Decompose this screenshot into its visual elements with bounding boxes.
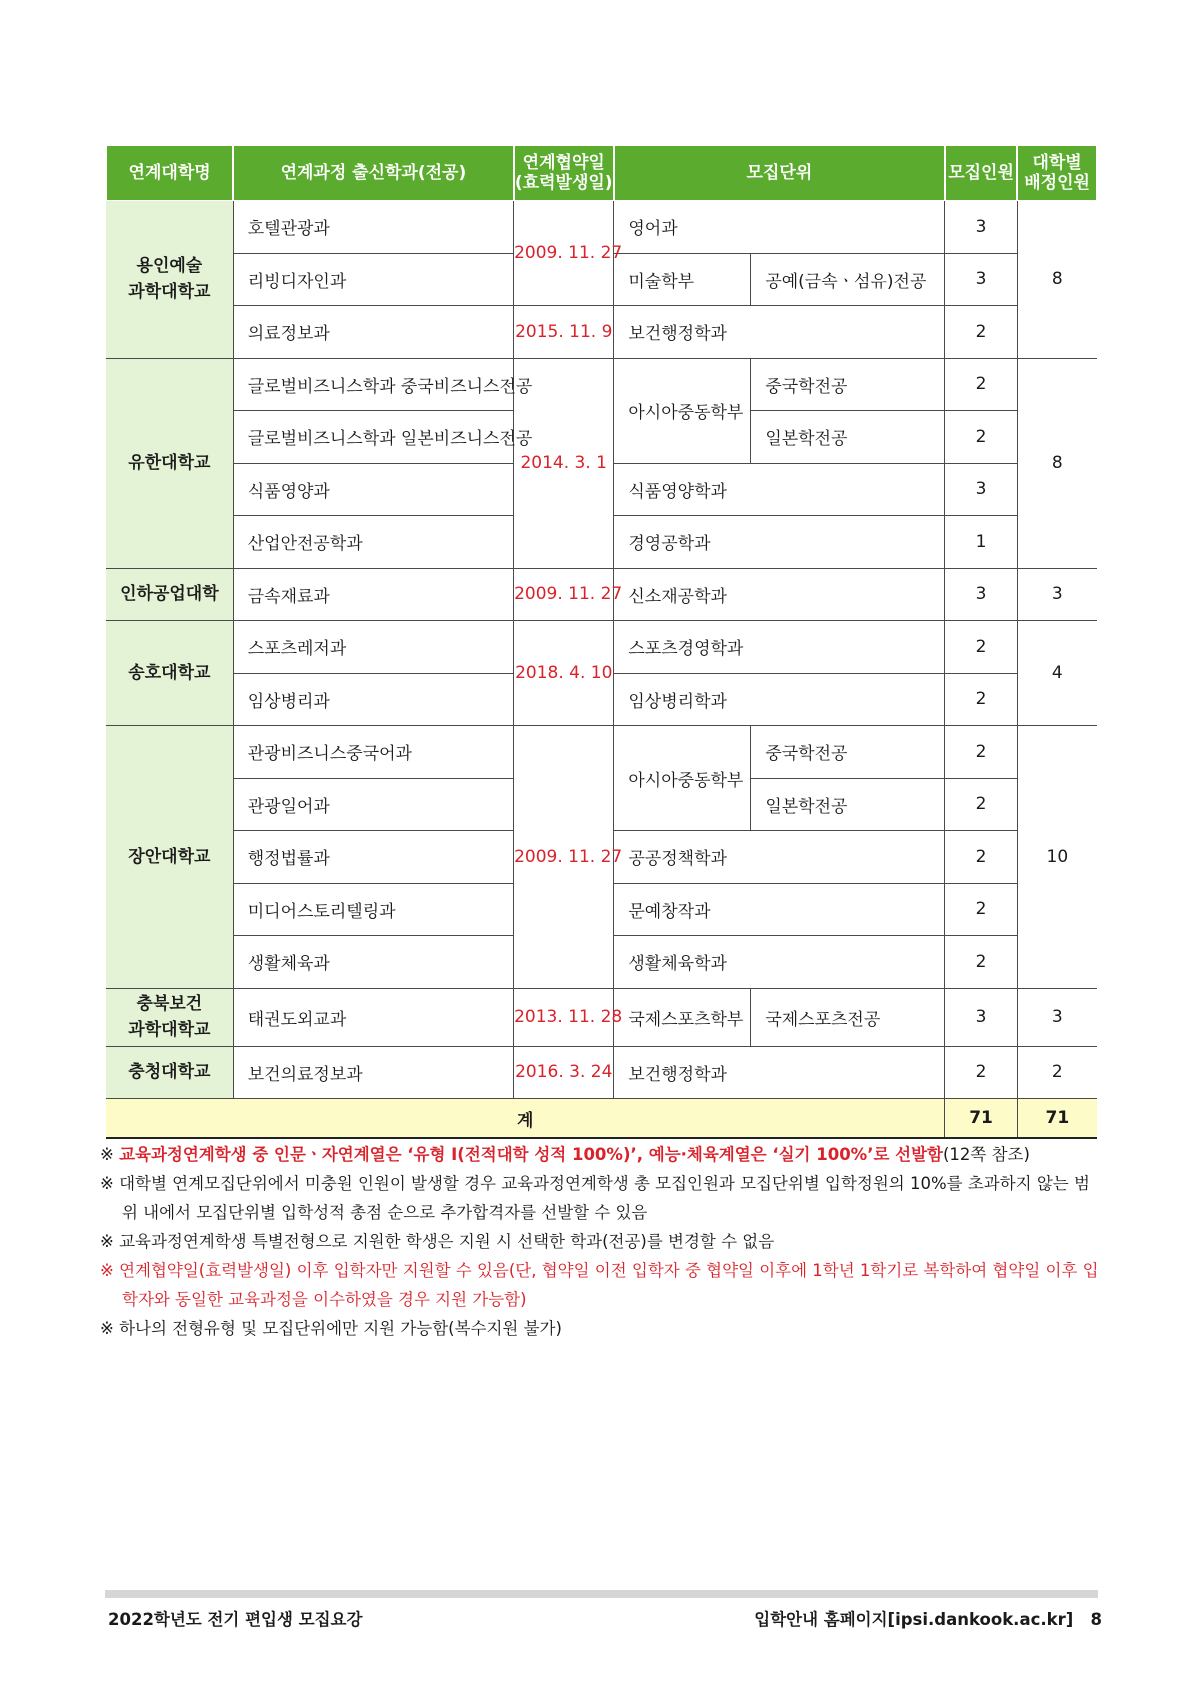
dept-cell: 관광일어과 <box>233 778 513 831</box>
total-quota: 71 <box>945 1099 1017 1139</box>
table-row <box>106 568 1097 621</box>
unit-cell: 국제스포츠학부 <box>614 988 751 1046</box>
major-cell: 중국학전공 <box>751 726 945 779</box>
table-header-row <box>106 146 1097 201</box>
date-cell: 2018. 4. 10 <box>514 621 614 726</box>
dept-cell: 스포츠레저과 <box>233 621 513 674</box>
table-row <box>106 201 1097 254</box>
admission-table <box>105 145 1098 1139</box>
note-3: ※ 교육과정연계학생 특별전형으로 지원한 학생은 지원 시 선택한 학과(전공)를 변경할 수 없음 <box>100 1232 775 1251</box>
quota-cell: 3 <box>945 253 1017 306</box>
header-alloc: 대학별 배정인원 <box>1017 146 1097 201</box>
footer-homepage: 입학안내 홈페이지[ipsi.dankook.ac.kr] <box>754 1610 1074 1629</box>
quota-cell: 2 <box>945 621 1017 674</box>
dept-cell: 식품영양과 <box>233 463 513 516</box>
unit-cell: 아시아중동학부 <box>614 358 751 463</box>
alloc-cell: 8 <box>1017 201 1097 359</box>
alloc-cell: 3 <box>1017 568 1097 621</box>
notes-section <box>100 1140 1100 1343</box>
note-mark: ※ <box>100 1145 114 1164</box>
note-2: ※ 대학별 연계모집단위에서 미충원 인원이 발생할 경우 교육과정연계학생 총 모집인원과 모집단위별 입학정원의 10%를 초과하지 않는 범위 내에서 모집단위별 입학성적 총점 순으로 추가합격자를 선발할 수 있음 <box>100 1174 1090 1222</box>
date-cell: 2014. 3. 1 <box>514 358 614 568</box>
page-number: 8 <box>1090 1610 1102 1629</box>
university-cell: 송호대학교 <box>106 621 233 726</box>
header-quota: 모집인원 <box>945 146 1017 201</box>
unit-cell: 식품영양학과 <box>614 463 945 516</box>
note-4: ※ 연계협약일(효력발생일) 이후 입학자만 지원할 수 있음(단, 협약일 이전 입학자 중 협약일 이후에 1학년 1학기로 복학하여 협약일 이후 입학자와 동일한 교육과정을 이수하였을 경우 지원 가능함) <box>100 1261 1099 1309</box>
table-row <box>106 1046 1097 1099</box>
unit-cell: 생활체육학과 <box>614 936 945 989</box>
date-cell: 2013. 11. 28 <box>514 988 614 1046</box>
table-row <box>106 988 1097 1046</box>
total-row <box>106 1099 1097 1139</box>
dept-cell: 산업안전공학과 <box>233 516 513 569</box>
date-cell: 2009. 11. 27 <box>514 726 614 989</box>
major-cell: 공예(금속ㆍ섬유)전공 <box>751 253 945 306</box>
quota-cell: 2 <box>945 411 1017 464</box>
unit-cell: 스포츠경영학과 <box>614 621 945 674</box>
date-cell: 2009. 11. 27 <box>514 568 614 621</box>
university-cell: 인하공업대학 <box>106 568 233 621</box>
university-cell: 충북보건 과학대학교 <box>106 988 233 1046</box>
dept-cell: 태권도외교과 <box>233 988 513 1046</box>
unit-cell: 임상병리학과 <box>614 673 945 726</box>
dept-cell: 글로벌비즈니스학과 중국비즈니스전공 <box>233 358 513 411</box>
unit-cell: 공공정책학과 <box>614 831 945 884</box>
dept-cell: 금속재료과 <box>233 568 513 621</box>
note-mark: ※ <box>100 1319 114 1338</box>
footer-title: 2022학년도 전기 편입생 모집요강 <box>108 1610 363 1629</box>
major-cell: 국제스포츠전공 <box>751 988 945 1046</box>
university-cell: 장안대학교 <box>106 726 233 989</box>
dept-cell: 보건의료정보과 <box>233 1046 513 1099</box>
major-cell: 일본학전공 <box>751 411 945 464</box>
dept-cell: 미디어스토리텔링과 <box>233 883 513 936</box>
university-cell: 용인예술 과학대학교 <box>106 201 233 359</box>
quota-cell: 2 <box>945 831 1017 884</box>
quota-cell: 2 <box>945 673 1017 726</box>
total-alloc: 71 <box>1017 1099 1097 1139</box>
quota-cell: 2 <box>945 778 1017 831</box>
quota-cell: 2 <box>945 726 1017 779</box>
date-cell: 2009. 11. 27 <box>514 201 614 306</box>
header-date: 연계협약일 (효력발생일) <box>514 146 614 201</box>
quota-cell: 3 <box>945 463 1017 516</box>
alloc-cell: 4 <box>1017 621 1097 726</box>
dept-cell: 호텔관광과 <box>233 201 513 254</box>
note-mark: ※ <box>100 1232 114 1251</box>
university-cell: 유한대학교 <box>106 358 233 568</box>
table-row <box>106 358 1097 411</box>
footer-divider <box>105 1590 1098 1598</box>
note-mark: ※ <box>100 1261 114 1280</box>
dept-cell: 관광비즈니스중국어과 <box>233 726 513 779</box>
dept-cell: 의료정보과 <box>233 306 513 359</box>
major-cell: 일본학전공 <box>751 778 945 831</box>
note-5: ※ 하나의 전형유형 및 모집단위에만 지원 가능함(복수지원 불가) <box>100 1319 562 1338</box>
unit-cell: 경영공학과 <box>614 516 945 569</box>
dept-cell: 글로벌비즈니스학과 일본비즈니스전공 <box>233 411 513 464</box>
quota-cell: 2 <box>945 883 1017 936</box>
quota-cell: 3 <box>945 201 1017 254</box>
dept-cell: 임상병리과 <box>233 673 513 726</box>
table-row <box>106 621 1097 674</box>
date-cell: 2015. 11. 9 <box>514 306 614 359</box>
quota-cell: 3 <box>945 988 1017 1046</box>
unit-cell: 미술학부 <box>614 253 751 306</box>
header-university: 연계대학명 <box>106 146 233 201</box>
unit-cell: 보건행정학과 <box>614 1046 945 1099</box>
table-row <box>106 306 1097 359</box>
university-cell: 충청대학교 <box>106 1046 233 1099</box>
unit-cell: 아시아중동학부 <box>614 726 751 831</box>
alloc-cell: 8 <box>1017 358 1097 568</box>
table-row <box>106 726 1097 779</box>
dept-cell: 생활체육과 <box>233 936 513 989</box>
quota-cell: 3 <box>945 568 1017 621</box>
unit-cell: 보건행정학과 <box>614 306 945 359</box>
quota-cell: 2 <box>945 1046 1017 1099</box>
note-1: ※ 교육과정연계학생 중 인문ㆍ자연계열은 ‘유형 I(전적대학 성적 100%)’, 예능·체육계열은 ‘실기 100%’로 선발함(12쪽 참조) <box>100 1145 1030 1164</box>
note-mark: ※ <box>100 1174 114 1193</box>
unit-cell: 신소재공학과 <box>614 568 945 621</box>
header-unit: 모집단위 <box>614 146 945 201</box>
date-cell: 2016. 3. 24 <box>514 1046 614 1099</box>
dept-cell: 리빙디자인과 <box>233 253 513 306</box>
quota-cell: 2 <box>945 306 1017 359</box>
unit-cell: 문예창작과 <box>614 883 945 936</box>
quota-cell: 2 <box>945 358 1017 411</box>
alloc-cell: 2 <box>1017 1046 1097 1099</box>
quota-cell: 2 <box>945 936 1017 989</box>
alloc-cell: 10 <box>1017 726 1097 989</box>
alloc-cell: 3 <box>1017 988 1097 1046</box>
footer-right <box>754 1606 1102 1630</box>
dept-cell: 행정법률과 <box>233 831 513 884</box>
unit-cell: 영어과 <box>614 201 945 254</box>
quota-cell: 1 <box>945 516 1017 569</box>
total-label: 계 <box>106 1099 945 1139</box>
major-cell: 중국학전공 <box>751 358 945 411</box>
header-dept: 연계과정 출신학과(전공) <box>233 146 513 201</box>
